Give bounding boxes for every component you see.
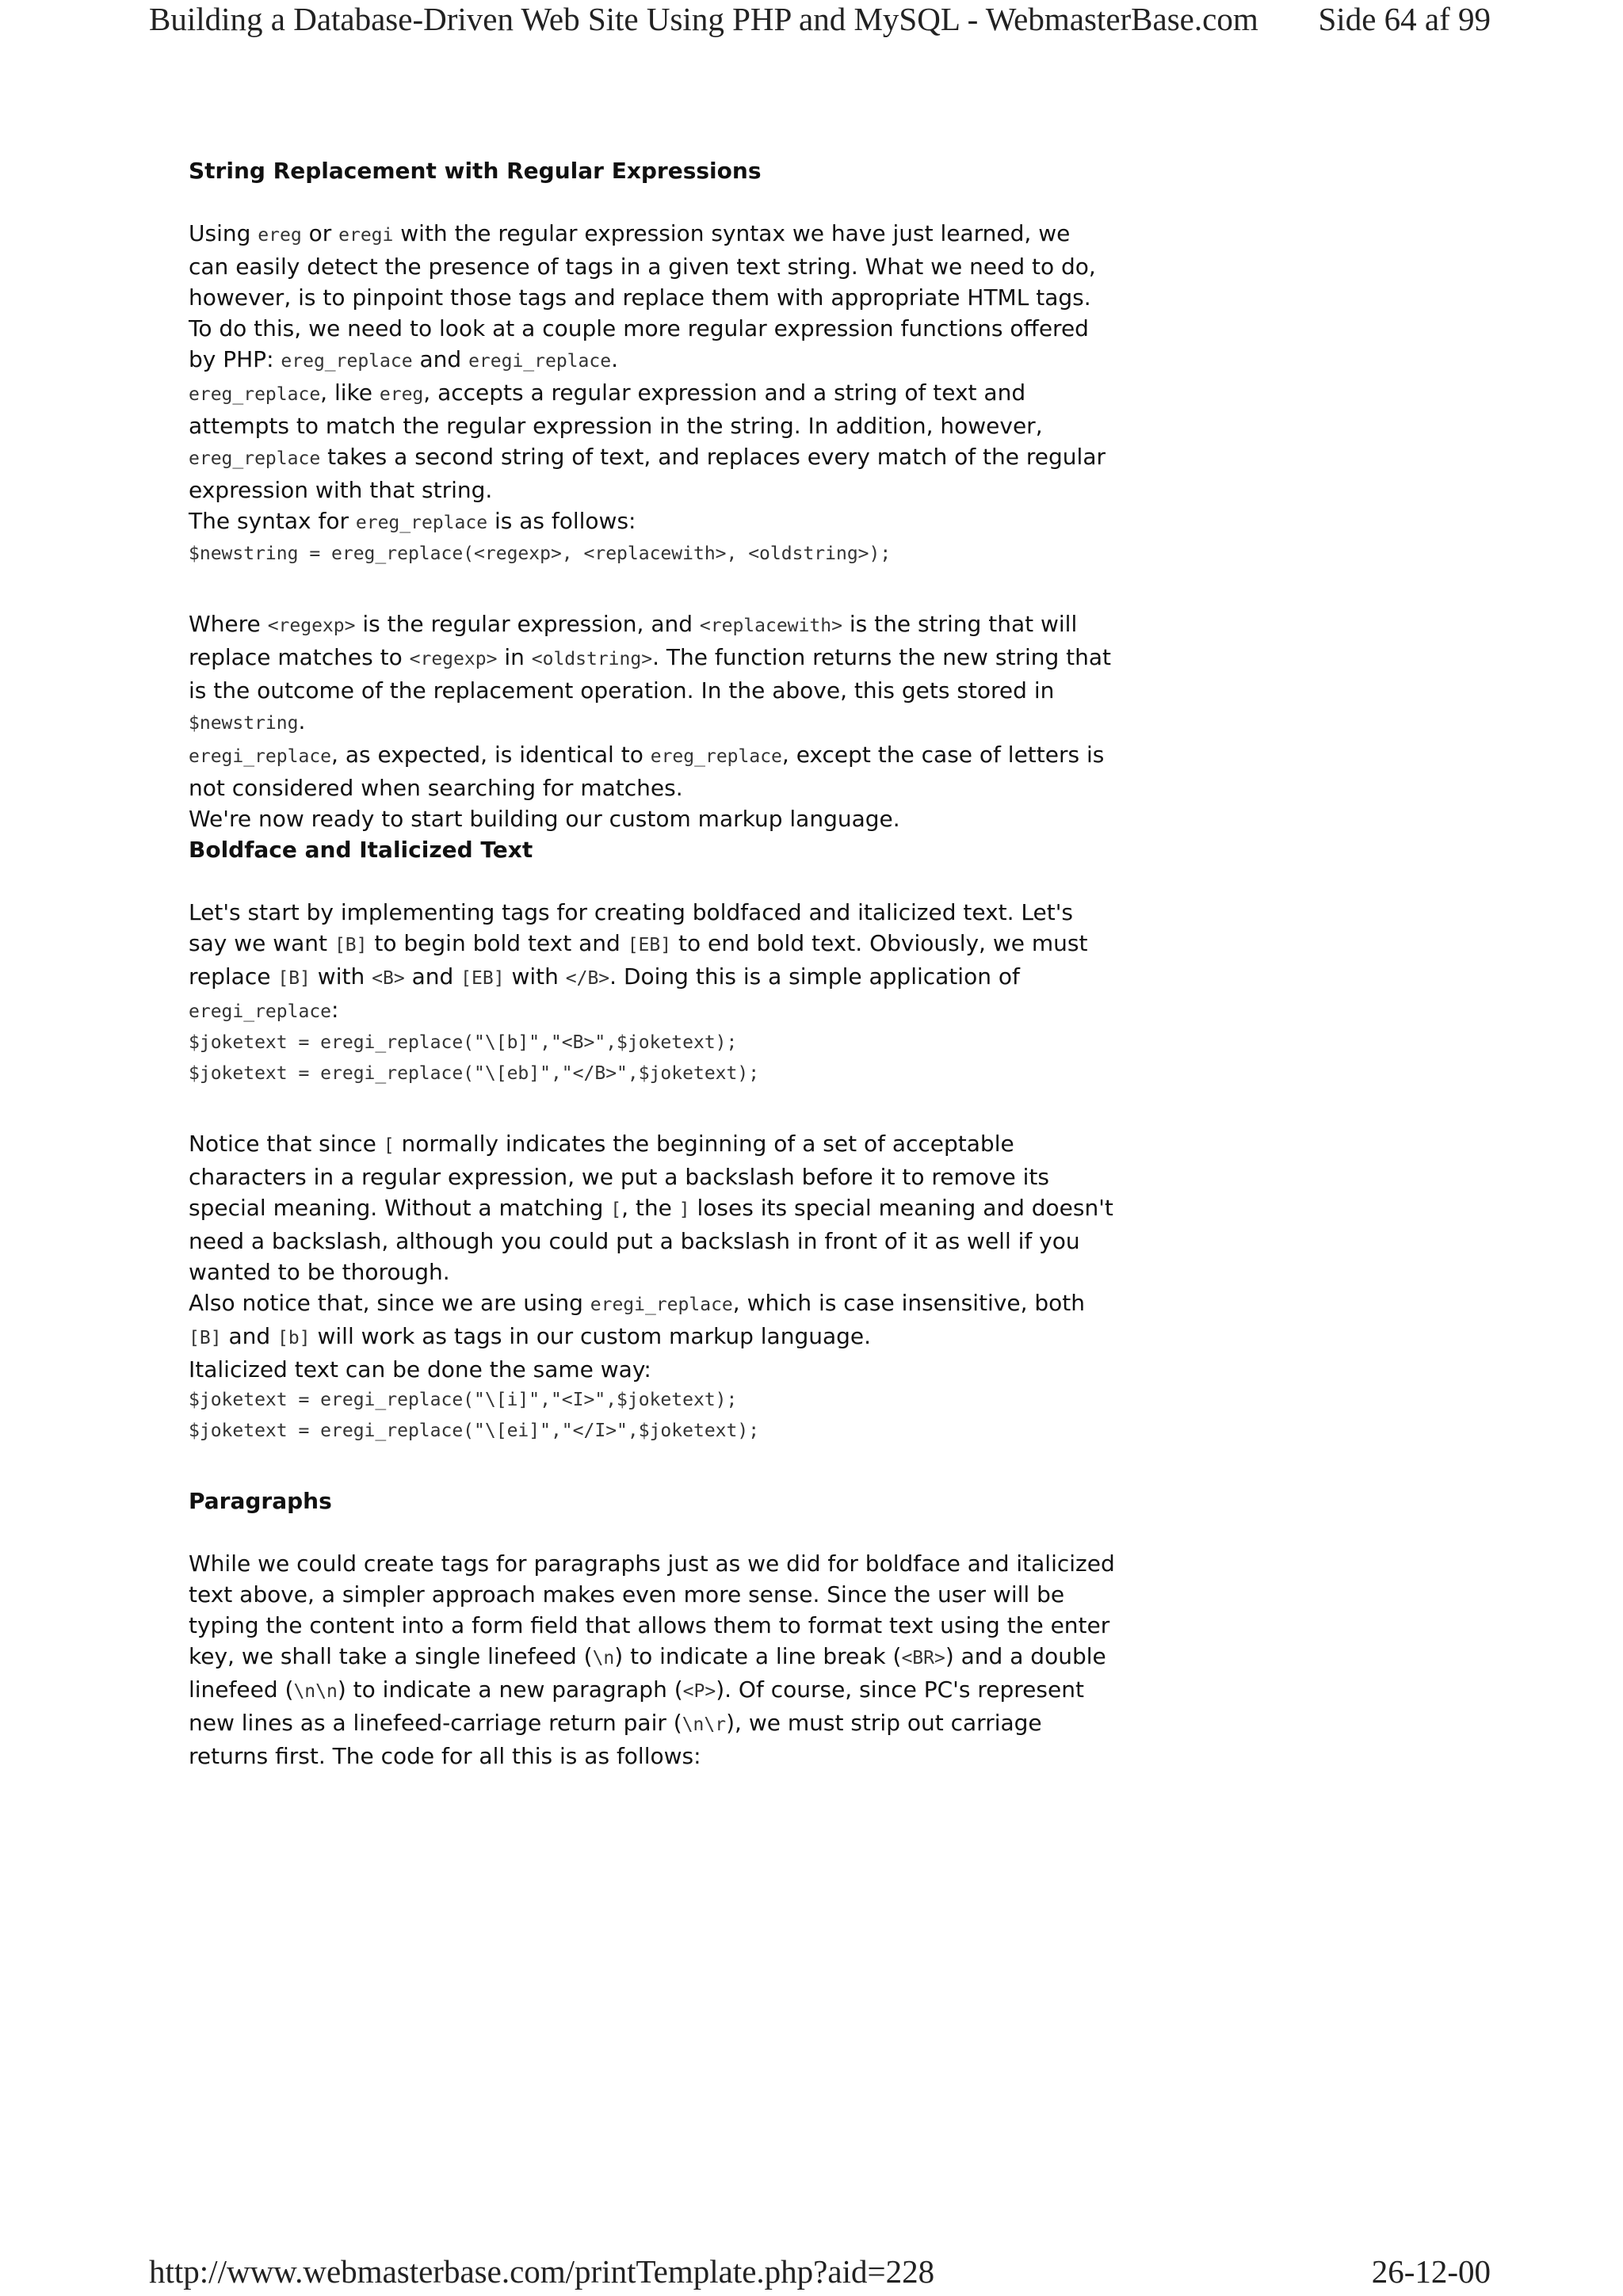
paragraph (189, 1128, 1116, 1287)
text: will work as tags in our custom markup language. (310, 1323, 872, 1349)
text: , except the case of letters is not considered when searching for matches. (189, 742, 1105, 801)
text: Let's start by implementing tags for creating boldfaced and italicized text. Let's say we want (189, 899, 1074, 956)
inline-code: ereg_replace (355, 513, 488, 533)
text: in (497, 644, 532, 670)
text: with the regular expression syntax we have just learned, we can easily detect the presence of tags in a given text string. What we need to do, however, is to pinpoint those tags and replace them with appropriate HTML tags. To do this, we need to look at a couple more regular expression functions offered by PHP: (189, 220, 1096, 372)
text: The syntax for (189, 508, 356, 534)
code-block (189, 1385, 1116, 1447)
inline-code: \n (592, 1648, 615, 1669)
text: Where (189, 611, 268, 637)
header-title: Building a Database-Driven Web Site Using PHP and MySQL - WebmasterBase.com (149, 1, 1258, 37)
inline-code: [ (383, 1135, 395, 1156)
text: is as follows: (487, 508, 636, 534)
text: While we could create tags for paragraphs just as we did for boldface and italicized text above, a simpler approach makes even more sense. Since the user will be typing the content into a form field that allows them to format text using the enter key, we shall take a single linefeed ( (189, 1550, 1115, 1669)
text: with (504, 963, 566, 990)
inline-code: eregi_replace (590, 1295, 733, 1315)
inline-code: [ (610, 1199, 622, 1220)
article-body (189, 155, 1116, 1772)
footer-url: http://www.webmasterbase.com/printTemplate.php?aid=228 (149, 2253, 935, 2290)
inline-code: [EB] (627, 935, 672, 955)
text: . (611, 346, 618, 372)
paragraph (189, 377, 1116, 505)
paragraph (189, 505, 1116, 539)
text: ) and a double linefeed ( (189, 1643, 1106, 1703)
text: . (298, 708, 306, 734)
paragraph (189, 897, 1116, 1028)
text: to end bold text. Obviously, we must replace (189, 930, 1088, 990)
text: ) to indicate a new paragraph ( (337, 1676, 683, 1703)
text: normally indicates the beginning of a set of acceptable characters in a regular expression, we put a backslash before it to remove its special meaning. Without a matching (189, 1131, 1049, 1221)
inline-code: <oldstring> (531, 649, 653, 669)
text: : (331, 997, 339, 1023)
text: or (301, 220, 339, 246)
code-line: $joketext = eregi_replace("\[ei]","</I>",$joketext); (189, 1421, 760, 1441)
text: ). Of course, since PC's represent new lines as a linefeed-carriage return pair ( (189, 1676, 1084, 1736)
section-heading-paragraphs: Paragraphs (189, 1488, 332, 1514)
paragraph (189, 739, 1116, 803)
inline-code: eregi_replace (189, 1001, 332, 1022)
text: and (221, 1323, 278, 1349)
header-page-number: Side 64 af 99 (1318, 1, 1491, 37)
text: , like (320, 379, 380, 406)
inline-code: ereg_replace (281, 351, 413, 372)
text: , as expected, is identical to (331, 742, 651, 768)
text: loses its special meaning and doesn't need a backslash, although you could put a backslash in front of it as well if you wanted to be thorough. (189, 1195, 1113, 1285)
inline-code: <BR> (901, 1648, 945, 1669)
text: . Doing this is a simple application of (609, 963, 1020, 990)
text: to begin bold text and (367, 930, 628, 956)
inline-code: </B> (565, 968, 610, 989)
text: . The function returns the new string that is the outcome of the replacement operation. In the above, this gets stored in (189, 644, 1111, 704)
inline-code: eregi (338, 225, 394, 246)
inline-code: ereg_replace (189, 384, 321, 405)
inline-code: [B] (189, 1328, 222, 1348)
section-heading-boldface: Boldface and Italicized Text (189, 837, 533, 863)
code-block: $newstring = ereg_replace(<regexp>, <replacewith>, <oldstring>); (189, 543, 892, 564)
inline-code: <regexp> (267, 616, 356, 636)
text: ) to indicate a line break ( (614, 1643, 902, 1669)
text: Notice that since (189, 1131, 384, 1157)
inline-code: [EB] (460, 968, 505, 989)
inline-code: \n\r (682, 1714, 727, 1735)
text: is the string that will replace matches to (189, 611, 1078, 670)
inline-code: ereg_replace (650, 746, 782, 767)
text: with (310, 963, 372, 990)
inline-code: <P> (682, 1681, 716, 1702)
inline-code: ereg_replace (189, 448, 321, 469)
inline-code: ereg (258, 225, 302, 246)
code-line: $joketext = eregi_replace("\[eb]","</B>",$joketext); (189, 1063, 760, 1084)
code-line: $joketext = eregi_replace("\[b]","<B>",$joketext); (189, 1032, 738, 1053)
paragraph: Italicized text can be done the same way: (189, 1356, 651, 1383)
footer-date: 26-12-00 (1371, 2253, 1491, 2290)
paragraph (189, 1287, 1116, 1354)
inline-code: <B> (372, 968, 405, 989)
text: takes a second string of text, and replaces every match of the regular expression with that string. (189, 444, 1106, 503)
paragraph (189, 608, 1116, 739)
text: , which is case insensitive, both (732, 1290, 1086, 1316)
paragraph: We're now ready to start building our custom markup language. (189, 806, 900, 832)
text: Also notice that, since we are using (189, 1290, 590, 1316)
inline-code: [b] (277, 1328, 311, 1348)
inline-code: <regexp> (409, 649, 498, 669)
text: ), we must strip out carriage returns first. The code for all this is as follows: (189, 1710, 1042, 1769)
inline-code: ] (678, 1199, 690, 1220)
text: and (404, 963, 461, 990)
inline-code: [B] (277, 968, 311, 989)
code-line: $joketext = eregi_replace("\[i]","<I>",$joketext); (189, 1390, 738, 1410)
inline-code: eregi_replace (468, 351, 612, 372)
inline-code: ereg (379, 384, 424, 405)
paragraph (189, 1548, 1116, 1772)
inline-code: <replacewith> (699, 616, 842, 636)
inline-code: \n\n (293, 1681, 338, 1702)
inline-code: $newstring (189, 713, 299, 734)
page-header (0, 0, 1623, 38)
text: , accepts a regular expression and a string of text and attempts to match the regular expression in the string. In addition, however, (189, 379, 1043, 439)
code-block (189, 1028, 1116, 1089)
inline-code: eregi_replace (189, 746, 332, 767)
paragraph (189, 218, 1116, 377)
text: is the regular expression, and (355, 611, 700, 637)
inline-code: [B] (334, 935, 368, 955)
text: and (412, 346, 469, 372)
page-footer (0, 2252, 1623, 2290)
section-heading-string-replacement: String Replacement with Regular Expressions (189, 158, 762, 184)
text: Using (189, 220, 258, 246)
text: , the (621, 1195, 679, 1221)
